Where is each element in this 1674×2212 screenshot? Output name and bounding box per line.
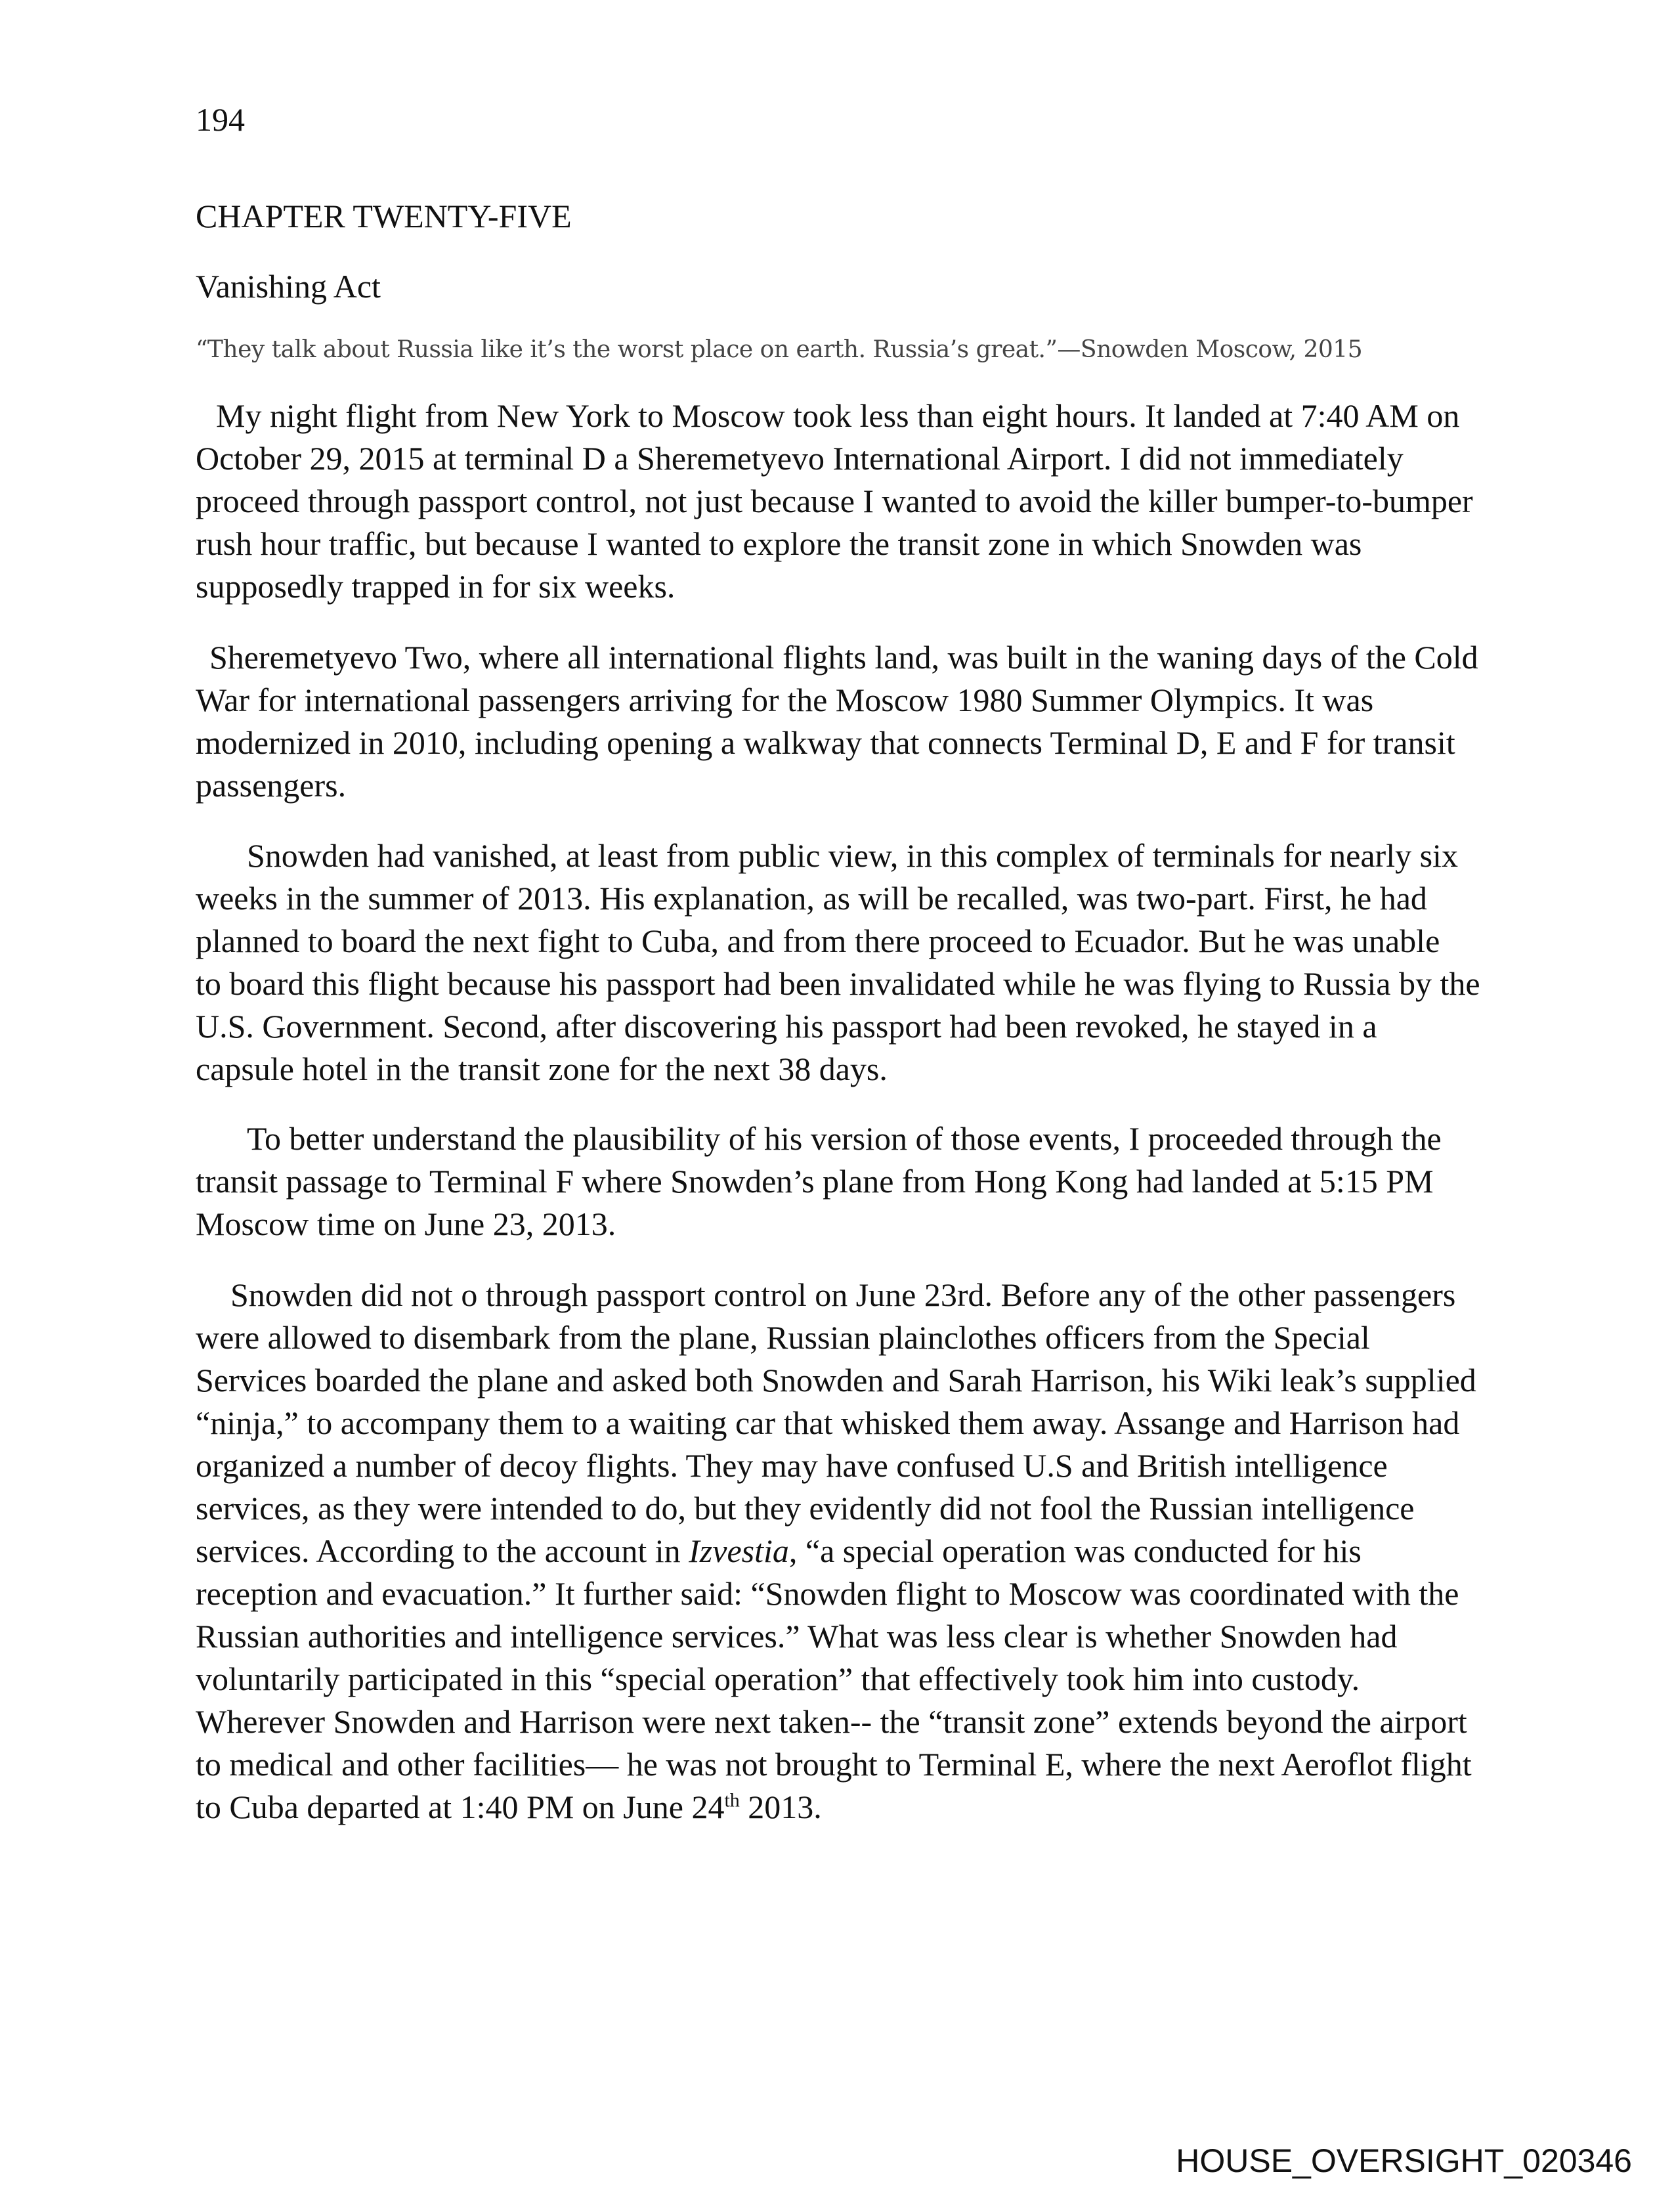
document-id-footer: HOUSE_OVERSIGHT_020346 bbox=[1176, 2142, 1632, 2179]
text-line: transit passage to Terminal F where Snowden’s plane from Hong Kong had landed at 5:15 PM bbox=[196, 1163, 1434, 1200]
chapter-title: Vanishing Act bbox=[196, 268, 381, 305]
chapter-heading: CHAPTER TWENTY-FIVE bbox=[196, 198, 572, 234]
text-line: Snowden had vanished, at least from public view, in this complex of terminals for nearly six bbox=[247, 837, 1458, 874]
paragraph-4 bbox=[196, 1117, 1442, 1246]
ordinal-suffix: th bbox=[724, 1789, 740, 1811]
text-line: organized a number of decoy flights. They may have confused U.S and British intelligence bbox=[196, 1447, 1388, 1484]
page-number: 194 bbox=[196, 101, 245, 138]
text-segment: , “a special operation was conducted for his bbox=[788, 1532, 1362, 1569]
text-line: To better understand the plausibility of his version of those events, I proceeded through the bbox=[247, 1120, 1442, 1157]
paragraph-1 bbox=[196, 395, 1473, 608]
epigraph: “They talk about Russia like it’s the worst place on earth. Russia’s great.”—Snowden Moscow, 2015 bbox=[196, 336, 1363, 363]
text-line: U.S. Government. Second, after discovering his passport had been revoked, he stayed in a bbox=[196, 1008, 1377, 1045]
text-line: rush hour traffic, but because I wanted to explore the transit zone in which Snowden was bbox=[196, 525, 1362, 562]
text-line bbox=[196, 1530, 1476, 1572]
text-line: Snowden did not o through passport control on June 23rd. Before any of the other passengers bbox=[230, 1276, 1456, 1313]
text-segment: 2013. bbox=[739, 1789, 822, 1825]
text-line: modernized in 2010, including opening a walkway that connects Terminal D, E and F for transit bbox=[196, 724, 1455, 761]
text-segment: services. According to the account in bbox=[196, 1532, 689, 1569]
text-line: planned to board the next fight to Cuba, and from there proceed to Ecuador. But he was unable bbox=[196, 922, 1440, 959]
text-line: weeks in the summer of 2013. His explanation, as will be recalled, was two-part. First, he had bbox=[196, 880, 1427, 917]
text-line: voluntarily participated in this “special operation” that effectively took him into custody. bbox=[196, 1660, 1360, 1697]
text-line: Russian authorities and intelligence services.” What was less clear is whether Snowden had bbox=[196, 1618, 1398, 1655]
publication-name: Izvestia bbox=[689, 1532, 789, 1569]
text-line: supposedly trapped in for six weeks. bbox=[196, 568, 676, 605]
text-line: capsule hotel in the transit zone for the next 38 days. bbox=[196, 1051, 888, 1087]
text-line: were allowed to disembark from the plane, Russian plainclothes officers from the Special bbox=[196, 1319, 1370, 1356]
text-line: Services boarded the plane and asked both Snowden and Sarah Harrison, his Wiki leak’s supplied bbox=[196, 1362, 1476, 1399]
text-line bbox=[196, 1786, 1476, 1829]
text-line: services, as they were intended to do, but they evidently did not fool the Russian intelligence bbox=[196, 1490, 1415, 1527]
text-line: to medical and other facilities— he was not brought to Terminal E, where the next Aeroflot flight bbox=[196, 1746, 1472, 1783]
text-line: My night flight from New York to Moscow took less than eight hours. It landed at 7:40 AM on bbox=[216, 397, 1460, 434]
paragraph-3 bbox=[196, 835, 1480, 1091]
text-line: to board this flight because his passport had been invalidated while he was flying to Russia by the bbox=[196, 965, 1480, 1002]
text-line: Moscow time on June 23, 2013. bbox=[196, 1205, 616, 1242]
text-line: passengers. bbox=[196, 767, 347, 804]
paragraph-2 bbox=[196, 636, 1478, 807]
text-line: War for international passengers arriving for the Moscow 1980 Summer Olympics. It was bbox=[196, 682, 1374, 718]
text-line: “ninja,” to accompany them to a waiting car that whisked them away. Assange and Harrison had bbox=[196, 1404, 1460, 1441]
text-line: reception and evacuation.” It further said: “Snowden flight to Moscow was coordinated with the bbox=[196, 1575, 1459, 1612]
text-line: October 29, 2015 at terminal D a Sheremetyevo International Airport. I did not immediately bbox=[196, 440, 1404, 477]
text-line: proceed through passport control, not just because I wanted to avoid the killer bumper-to-bumper bbox=[196, 483, 1473, 519]
text-line: Wherever Snowden and Harrison were next taken-- the “transit zone” extends beyond the airport bbox=[196, 1703, 1467, 1740]
text-line: Sheremetyevo Two, where all international flights land, was built in the waning days of the Cold bbox=[209, 639, 1478, 676]
paragraph-5 bbox=[196, 1274, 1476, 1829]
text-segment: to Cuba departed at 1:40 PM on June 24 bbox=[196, 1789, 725, 1825]
